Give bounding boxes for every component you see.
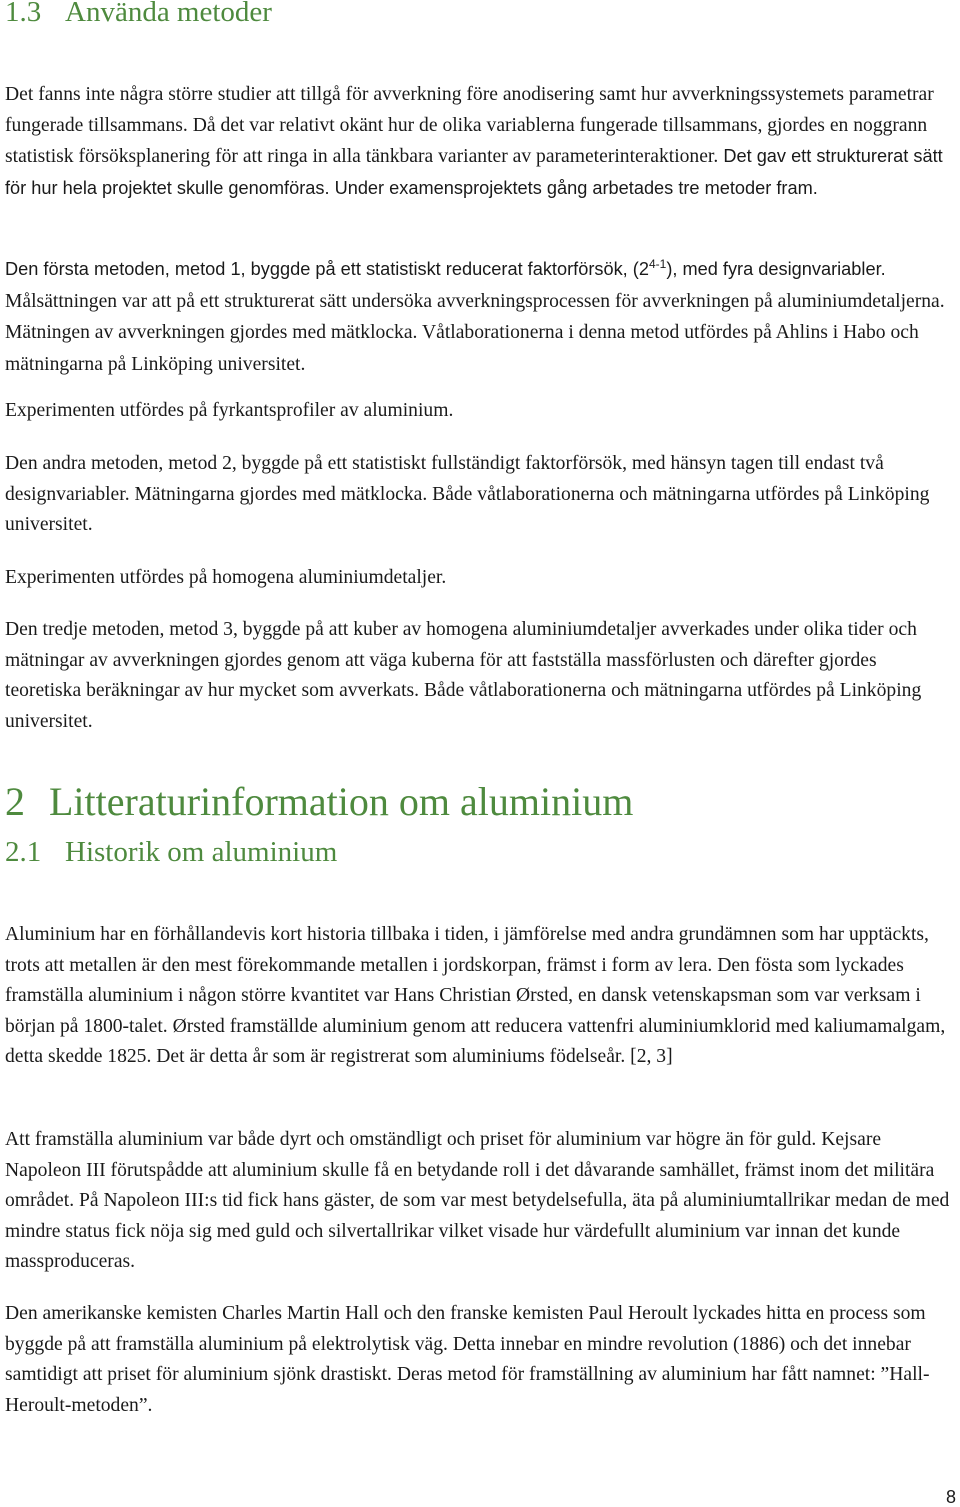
section-heading-1-3 <box>5 0 272 32</box>
section-number: 1.3 <box>5 0 42 28</box>
method-1-part-c: Målsättningen var att på ett strukturerat sätt undersöka avverkningsprocessen för avverkningen på aluminiumdetaljerna. Mätningen av avverkningen gjordes med mätklocka. Våtlaborationerna i denna metod utfördes på Ahlins i Habo och mätningarna på Linköping universitet. <box>5 290 945 375</box>
chapter-number: 2 <box>5 779 25 824</box>
paragraph-method-2: Den andra metoden, metod 2, byggde på ett statistiskt fullständigt faktorförsök, med hänsyn tagen till endast två designvariabler. Mätningarna gjordes med mätklocka. Både våtlaborationerna och mätningarna utfördes på Linköping universitet. <box>5 453 930 536</box>
page-number: 8 <box>945 1487 956 1507</box>
chapter-title: Litteraturinformation om aluminium <box>49 779 634 824</box>
section-number: 2.1 <box>5 836 42 868</box>
paragraph-intro-part-a: Det fanns inte några större studier att tillgå för avverkning före anodisering samt hur avverkningssystemets parametrar fungerade tillsammans. Då det var relativt okänt hur de olika variablerna fungerade tillsammans, gjordes en noggrann statistisk försöksplanering för att ringa in alla tänkbara varianter av parameterinteraktioner. <box>5 84 934 168</box>
method-1-part-a: Den första metoden, metod 1, byggde på ett statistiskt reducerat faktorförsök, (2 <box>5 259 649 279</box>
paragraph-history-3: Den amerikanske kemisten Charles Martin Hall och den franske kemisten Paul Heroult lyckades hitta en process som byggde på att framställa aluminium på elektrolytisk väg. Detta innebar en mindre revolution (1886) och det innebar samtidigt att priset för aluminium sjönk drastiskt. Deras metod för framställning av aluminium har fått namnet: ”Hall-Heroult-metoden”. <box>5 1303 930 1416</box>
paragraph-method-1 <box>5 254 957 380</box>
paragraph-history-2: Att framställa aluminium var både dyrt och omständligt och priset för aluminium var högre än för guld. Kejsare Napoleon III förutspådde att aluminium skulle få en betydande roll i det dåvarande samhället, främst inom det militära området. På Napoleon III:s tid fick hans gäster, de som var mest betydelsefulla, äta på aluminiumtallrikar medan de med mindre status fick nöja sig med guld och silvertallrikar vilket visade hur värdefullt aluminium var innan det kunde massproduceras. <box>5 1129 950 1273</box>
section-title: Historik om aluminium <box>65 836 338 868</box>
paragraph-history-1: Aluminium har en förhållandevis kort historia tillbaka i tiden, i jämförelse med andra grundämnen som har upptäckts, trots att metallen är den mest förekommande metallen i jordskorpan, främst i form av lera. Den fösta som lyckades framställa aluminium i någon större kvantitet var Hans Christian Ørsted, en dansk vetenskapsman som var verksam i början på 1800-talet. Ørsted framställde aluminium genom att reducera vattenfri aluminiumklorid med kaliumamalgam, detta skedde 1825. Det är detta år som är registrerat som aluminiums födelseår. [2, 3] <box>5 924 946 1068</box>
paragraph-intro-part-b: Det gav ett strukturerat sätt för hur hela projektet skulle genomföras. Under examensprojektets gång arbetades tre metoder fram. <box>5 146 943 198</box>
chapter-heading-2 <box>5 776 633 828</box>
paragraph-method-3: Den tredje metoden, metod 3, byggde på att kuber av homogena aluminiumdetaljer avverkades under olika tider och mätningar av avverkningen gjordes genom att väga kuberna för att fastställa massförlusten och därefter gjordes teoretiska beräkningar av hur mycket som avverkats. Både våtlaborationerna och mätningarna utfördes på Linköping universitet. <box>5 619 922 732</box>
paragraph-intro <box>5 80 957 204</box>
paragraph-method-2-experiments: Experimenten utfördes på homogena aluminiumdetaljer. <box>5 567 447 588</box>
factorial-exponent: 4-1 <box>648 257 667 271</box>
section-title: Använda metoder <box>65 0 272 28</box>
method-1-part-b: ), med fyra designvariabler. <box>666 259 886 279</box>
paragraph-method-1-experiments: Experimenten utfördes på fyrkantsprofiler av aluminium. <box>5 400 454 421</box>
section-heading-2-1 <box>5 832 337 872</box>
